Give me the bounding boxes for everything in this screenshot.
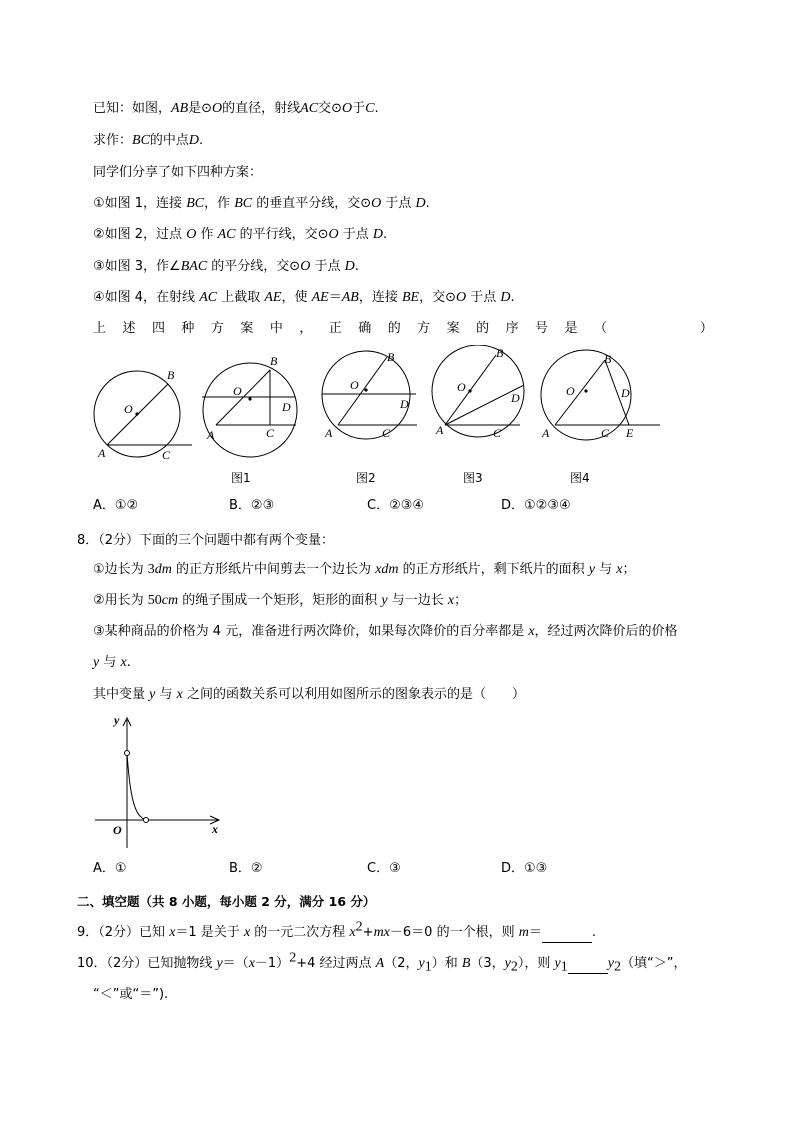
svg-text:A: A bbox=[98, 446, 106, 460]
svg-text:A: A bbox=[207, 428, 215, 442]
svg-text:图3: 图3 bbox=[463, 471, 483, 485]
svg-text:B: B bbox=[604, 352, 612, 366]
q7-plan-4: ④如图 4，在射线 AC 上截取 AE，使 AE＝AB，连接 BE，交⊙O 于点 D. bbox=[93, 290, 515, 305]
svg-text:图1: 图1 bbox=[231, 471, 251, 485]
q8-item-1: ①边长为 3dm 的正方形纸片中间剪去一个边长为 xdm 的正方形纸片，剩下纸片的面积 y 与 x； bbox=[93, 562, 636, 577]
q10-cont: “＜”或“＝”). bbox=[93, 987, 169, 1002]
section-2-title: 二、填空题（共 8 小题，每小题 2 分，满分 16 分） bbox=[77, 894, 376, 909]
q8-question: 其中变量 y 与 x 之间的函数关系可以利用如图所示的图象表示的是（ ） bbox=[93, 687, 525, 702]
q8-option-d[interactable]: D．①③ bbox=[501, 861, 548, 876]
svg-text:D: D bbox=[400, 397, 409, 411]
svg-text:O: O bbox=[124, 402, 133, 416]
x-axis-label: x bbox=[212, 822, 218, 836]
figure-2 bbox=[322, 350, 417, 485]
q7-intro: 同学们分享了如下四种方案： bbox=[93, 165, 263, 180]
svg-text:O: O bbox=[233, 384, 242, 398]
figure-3 bbox=[432, 345, 524, 485]
svg-text:A: A bbox=[542, 426, 550, 440]
q7-option-a[interactable]: A．①② bbox=[93, 498, 139, 513]
q7-option-d[interactable]: D．①②③④ bbox=[501, 498, 571, 513]
y-axis-label: y bbox=[114, 713, 120, 727]
svg-text:B: B bbox=[496, 346, 504, 360]
svg-text:D: D bbox=[621, 386, 630, 400]
q8-stem: 8．（2分）下面的三个问题中都有两个变量： bbox=[77, 533, 335, 548]
q7-plan-3: ③如图 3，作∠BAC 的平分线，交⊙O 于点 D. bbox=[93, 259, 359, 274]
q9: 9．（2分）已知 x＝1 是关于 x 的一元二次方程 $x^2+mx-6=0$ 的一个根，则 m＝ . bbox=[77, 924, 596, 943]
q10-answer-blank[interactable] bbox=[568, 955, 608, 974]
q8-option-a[interactable]: A．① bbox=[93, 861, 127, 876]
svg-text:O: O bbox=[457, 380, 466, 394]
q8-item-3-cont: y 与 x. bbox=[93, 655, 131, 670]
q9-answer-blank[interactable] bbox=[542, 924, 592, 943]
svg-text:O: O bbox=[350, 378, 359, 392]
svg-text:D: D bbox=[511, 391, 520, 405]
svg-text:O: O bbox=[566, 384, 575, 398]
q7-plan-1: ①如图 1，连接 BC，作 BC 的垂直平分线，交⊙O 于点 D. bbox=[93, 196, 430, 211]
q8-option-b[interactable]: B．② bbox=[229, 861, 263, 876]
q7-option-c[interactable]: C．②③④ bbox=[367, 498, 425, 513]
figure-4 bbox=[541, 350, 660, 485]
q8-item-2: ②用长为 50cm 的绳子围成一个矩形，矩形的面积 y 与一边长 x； bbox=[93, 593, 468, 608]
q8-graph bbox=[90, 712, 230, 852]
q7-plan-2: ②如图 2，过点 O 作 AC 的平行线，交⊙O 于点 D. bbox=[93, 227, 388, 242]
svg-text:C: C bbox=[382, 426, 391, 440]
svg-text:D: D bbox=[282, 400, 291, 414]
q7-given: 已知：如图，AB是⊙O的直径，射线AC交⊙O于C. bbox=[93, 101, 379, 116]
svg-text:B: B bbox=[270, 354, 278, 368]
origin-label: O bbox=[113, 823, 122, 837]
figure-base bbox=[94, 368, 192, 462]
svg-text:B: B bbox=[167, 368, 175, 382]
svg-text:A: A bbox=[325, 426, 333, 440]
q7-find: 求作：BC的中点D. bbox=[93, 133, 204, 148]
svg-text:C: C bbox=[493, 426, 502, 440]
q7-option-b[interactable]: B．②③ bbox=[229, 498, 275, 513]
svg-text:A: A bbox=[436, 423, 444, 437]
q8-option-c[interactable]: C．③ bbox=[367, 861, 401, 876]
svg-text:E: E bbox=[626, 426, 634, 440]
q8-item-3: ③某种商品的价格为 4 元，准备进行两次降价，如果每次降价的百分率都是 x，经过两次降价后的价格 bbox=[93, 624, 678, 639]
q10: 10．（2分）已知抛物线 $y=(x-1)^2+4$ 经过两点 A（2，$y_1$）和 B（3，$y_2$），则 $y_1$ $y_2$（填“＞”， bbox=[77, 950, 687, 975]
q7-question: 上 述 四 种 方 案 中 ， 正 确 的 方 案 的 序 号 是 （ ） bbox=[93, 321, 713, 336]
q7-figures bbox=[90, 345, 710, 495]
svg-text:B: B bbox=[387, 350, 395, 364]
svg-text:C: C bbox=[162, 448, 171, 462]
svg-text:图4: 图4 bbox=[570, 471, 590, 485]
svg-text:C: C bbox=[266, 426, 275, 440]
svg-text:图2: 图2 bbox=[356, 471, 376, 485]
svg-text:C: C bbox=[601, 426, 610, 440]
figure-1 bbox=[202, 354, 297, 485]
